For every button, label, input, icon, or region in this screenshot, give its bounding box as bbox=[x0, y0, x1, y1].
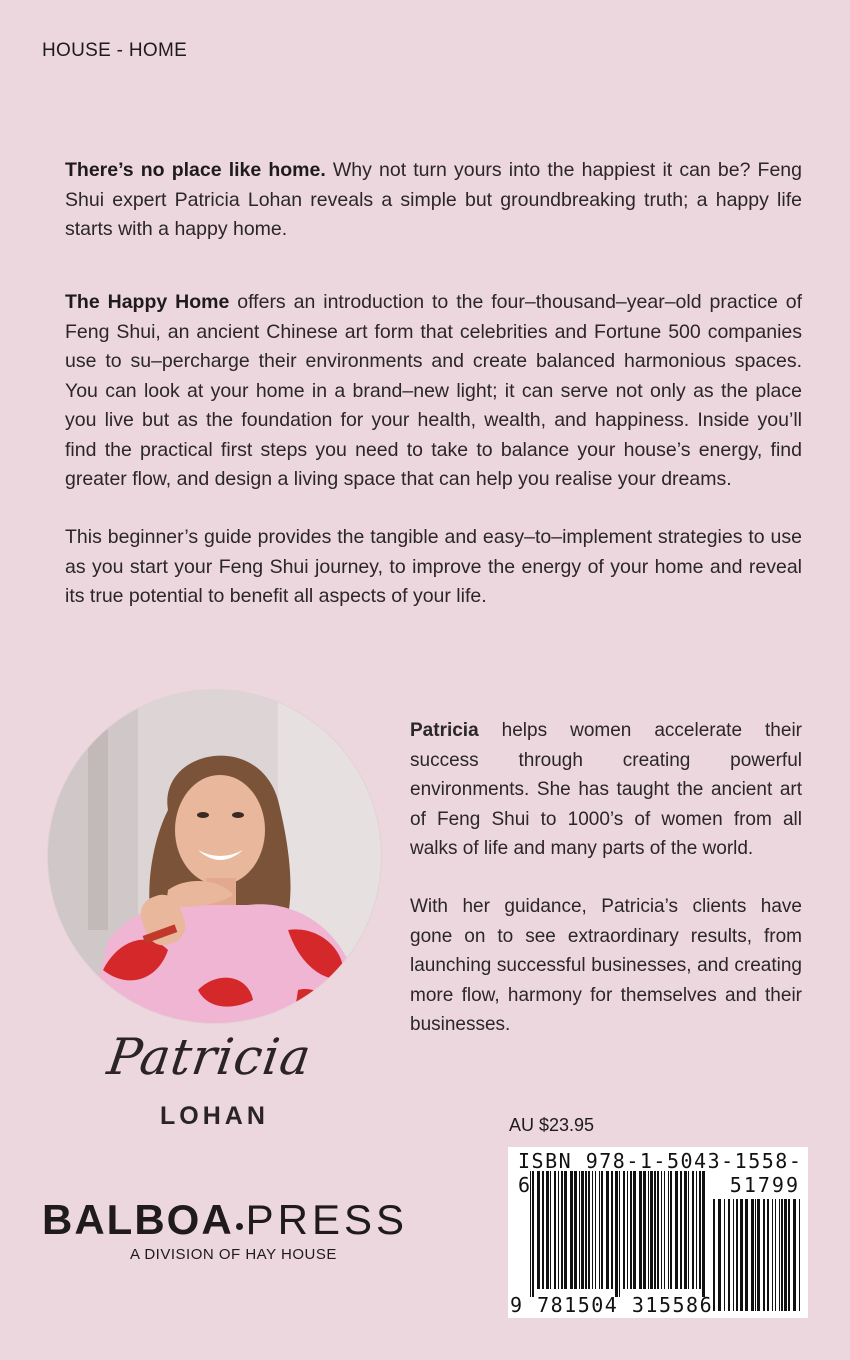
author-portrait-illustration bbox=[48, 690, 381, 1023]
publisher-logo bbox=[42, 1196, 408, 1244]
ean-text: 9 781504 315586 bbox=[510, 1293, 714, 1317]
isbn-text: ISBN 978-1-5043-1558-6 bbox=[518, 1149, 803, 1197]
blurb-lead-1: There’s no place like home. bbox=[65, 159, 326, 181]
author-photo bbox=[48, 690, 381, 1023]
author-bio-paragraph-1 bbox=[410, 716, 802, 864]
publisher-name-bold: BALBOA bbox=[42, 1196, 234, 1243]
author-bio-paragraph-2: With her guidance, Patricia’s clients have gone on to see extraordinary results, from launching successful businesses, and creating more flow, harmony for themselves and their businesses. bbox=[410, 896, 802, 1035]
author-bio-lead: Patricia bbox=[410, 720, 479, 741]
barcode-addon-text: 51799 bbox=[729, 1173, 800, 1197]
blurb-lead-2: The Happy Home bbox=[65, 291, 230, 313]
barcode-box bbox=[508, 1147, 808, 1318]
signature-script: Patricia bbox=[103, 1028, 316, 1086]
price-label: AU $23.95 bbox=[509, 1115, 595, 1135]
publisher-division: A DIVISION OF HAY HOUSE bbox=[130, 1246, 337, 1263]
blurb-paragraph-1 bbox=[65, 156, 802, 245]
blurb-paragraph-2 bbox=[65, 288, 802, 495]
blurb-paragraph-3: This beginner’s guide provides the tangible and easy–to–implement strategies to use as you start your Feng Shui journey, to improve the energy of your home and reveal its true potential to benefit all aspects of your life. bbox=[65, 526, 802, 607]
publisher-name-light: PRESS bbox=[245, 1196, 409, 1243]
signature-name: LOHAN bbox=[160, 1102, 269, 1130]
blurb-text-2: offers an introduction to the four–thousand–year–old practice of Feng Shui, an ancient Chinese art form that celebrities and Fortune 500 companies use to su–percharge their environments and create balanced harmonious spaces. You can look at your home in a brand–new light; it can serve not only as the place you live but as the foundation for your health, wealth, and happiness. Inside you’ll find the practical first steps you need to take to balance your house’s energy, find greater flow, and design a living space that can help you realise your dreams. bbox=[65, 291, 802, 490]
publisher-dot-icon bbox=[236, 1223, 243, 1230]
author-bio-text-1: helps women accelerate their success through creating powerful environments. She has taught the ancient art of Feng Shui to 1000’s of women from all walks of life and many parts of the world. bbox=[410, 720, 802, 859]
blurb-text-1: Why not turn yours into the happiest it can be? Feng Shui expert Patricia Lohan reveals a simple but groundbreaking truth; a happy life starts with a happy home. bbox=[65, 159, 802, 240]
category-label: HOUSE - HOME bbox=[42, 40, 188, 61]
